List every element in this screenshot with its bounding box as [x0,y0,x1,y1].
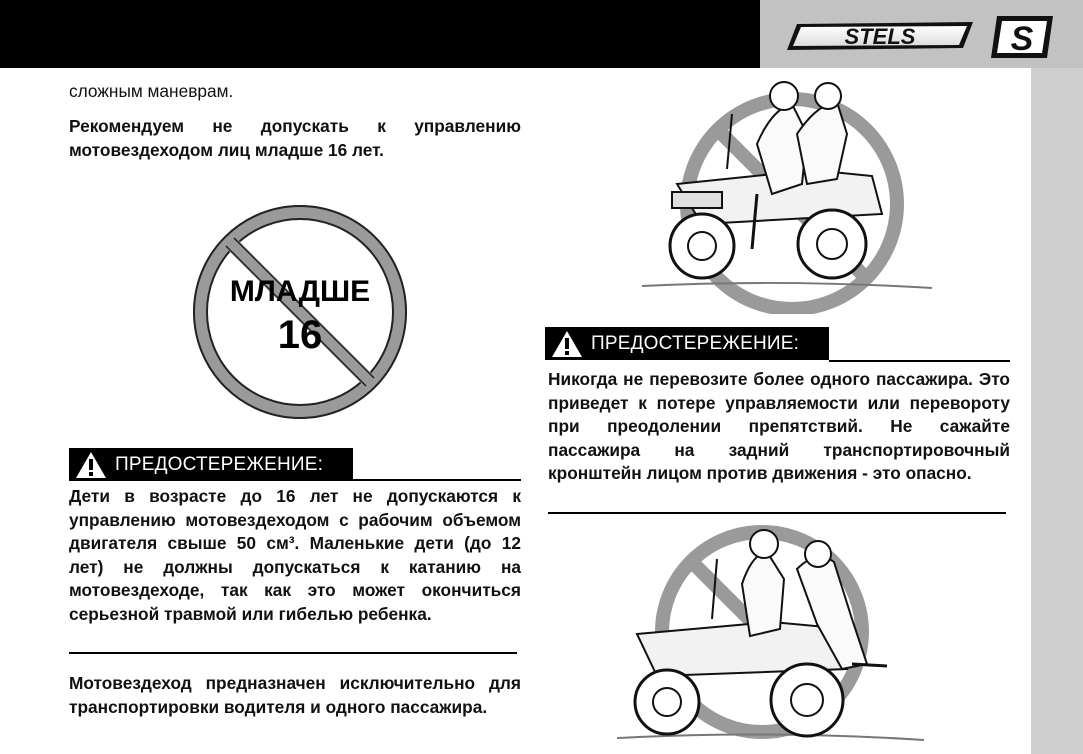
divider [548,512,1006,514]
divider [829,360,1010,362]
logo-mark-text: S [1010,20,1034,58]
warning-triangle-icon [551,330,583,358]
continued-text: сложным маневрам. [69,81,234,101]
warning-header-left [69,448,353,481]
stels-s-mark-icon [987,14,1057,60]
purpose-text: Мотовездеход предназначен исключительно для транспортировки водителя и одного пассажира. [69,673,521,717]
warning-triangle-icon [75,451,107,479]
logo-text: STELS [844,24,916,49]
warning-header-right [545,327,829,360]
sign-word: МЛАДШЕ [229,275,371,308]
warning-label: ПРЕДОСТЕРЕЖЕНИЕ: [115,453,324,475]
atv-illustration-top [632,74,937,314]
warning-text-left: Дети в возрасте до 16 лет не допускаются к управлению мотовездеходом с рабочим объемом двигателя свыше 50 см³. Маленькие дети (до 12 лет) не должны допускаться к катанию на мотовездеходе, так как это может окончиться серьезной травмой или гибелью ребенка. [69,486,521,624]
warning-text-right: Никогда не перевозите более одного пассажира. Это приведет к потере управляемости или перевороту при преодолении препятствий. Не сажайте пассажира на задний транспортировочный кронштейн лицом против движения - это опасно. [548,369,1010,484]
atv-illustration-bottom [612,524,930,752]
warning-label: ПРЕДОСТЕРЕЖЕНИЕ: [591,332,800,354]
page-side-tab [1031,68,1083,754]
prohibition-sign-icon [190,202,410,422]
header-bar [0,0,760,68]
sign-number: 16 [277,313,323,357]
stels-logo-icon [783,16,981,56]
divider [69,652,517,654]
divider [353,479,521,481]
recommend-text: Рекомендуем не допускать к управлению мотовездеходом лиц младше 16 лет. [69,116,521,160]
